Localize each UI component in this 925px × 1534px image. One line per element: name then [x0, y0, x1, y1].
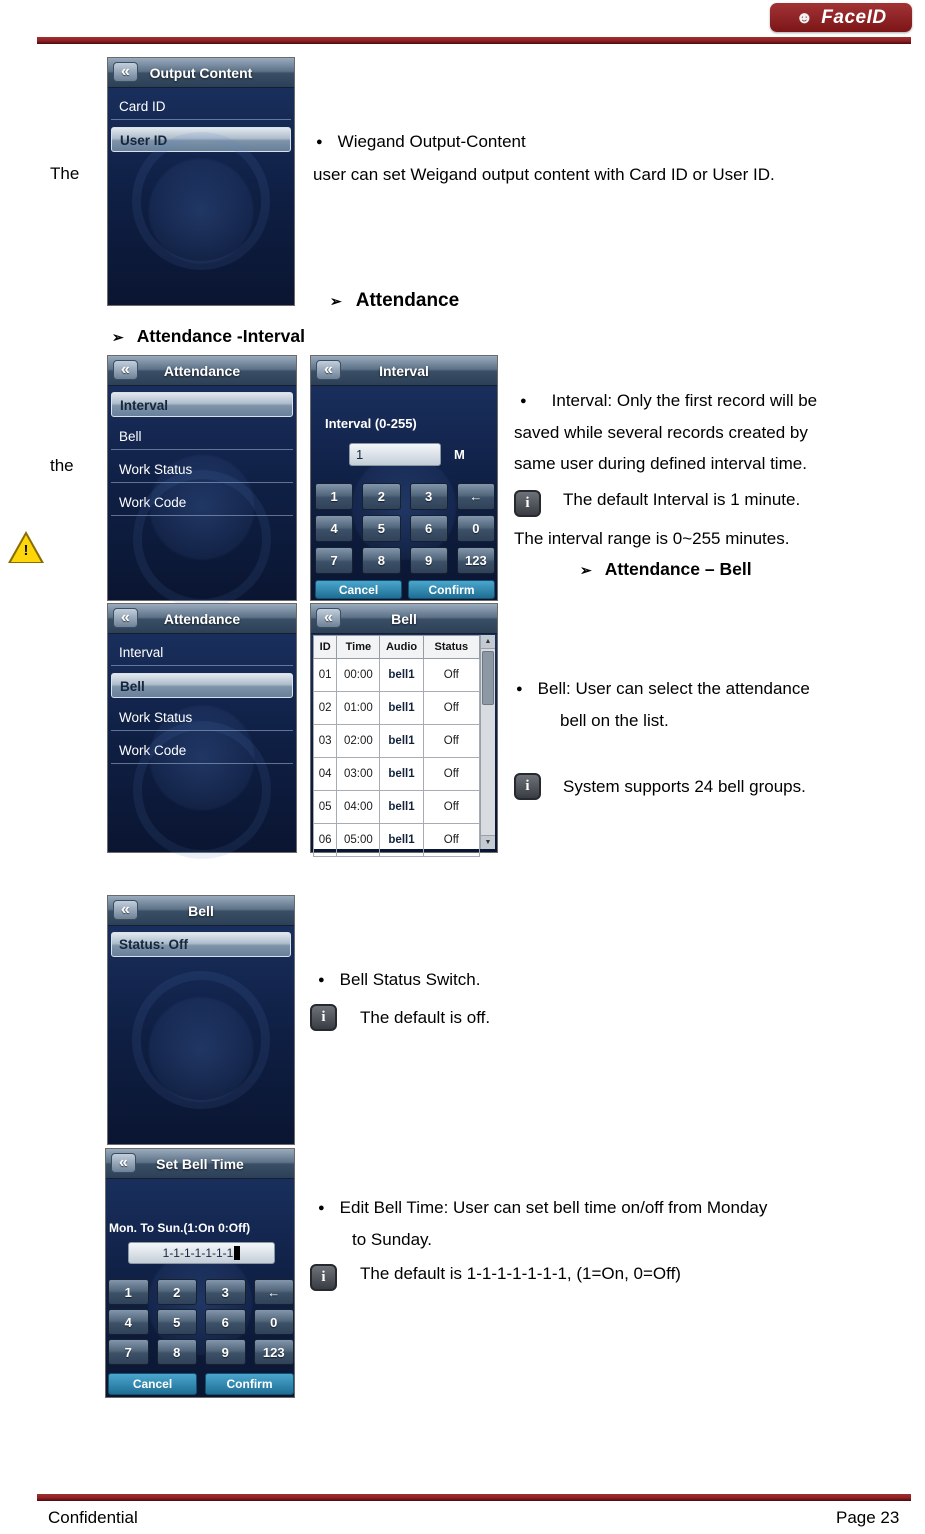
cell-audio: bell1: [380, 725, 423, 758]
bullet-icon: ●: [318, 974, 325, 986]
cell-id: 06: [314, 824, 337, 857]
cell-audio: bell1: [380, 758, 423, 791]
bell-row-6[interactable]: [314, 824, 480, 857]
key-6[interactable]: 6: [205, 1309, 246, 1335]
cell-time: 01:00: [337, 692, 380, 725]
cell-status: Off: [423, 758, 479, 791]
watermark-ring: [132, 132, 270, 270]
scrollbar-thumb[interactable]: [482, 651, 494, 705]
bullet-icon: ●: [318, 1202, 325, 1214]
edit-bell-note: The default is 1-1-1-1-1-1-1, (1=On, 0=Off): [360, 1264, 681, 1283]
back-icon[interactable]: «: [113, 608, 138, 628]
key-7[interactable]: 7: [108, 1339, 149, 1365]
info-glyph: i: [525, 495, 530, 511]
info-icon: [310, 1004, 337, 1031]
titlebar: [106, 1149, 294, 1179]
titlebar: [108, 356, 296, 386]
back-icon[interactable]: «: [111, 1153, 136, 1173]
screen-title: Interval: [379, 362, 429, 379]
wiegand-bullet-line: [316, 131, 526, 153]
scroll-down-icon[interactable]: ▼: [481, 835, 495, 849]
key-7[interactable]: 7: [315, 547, 353, 574]
cell-status: Off: [423, 692, 479, 725]
menu-item-work-code[interactable]: Work Code: [111, 490, 293, 516]
menu-item-interval[interactable]: Interval: [111, 392, 293, 417]
titlebar: [311, 356, 497, 386]
cell-time: 02:00: [337, 725, 380, 758]
warning-exclamation: !: [23, 542, 29, 559]
bell-row-3[interactable]: [314, 725, 480, 758]
bell-bullet-line: [516, 678, 810, 700]
bell-switch-text: Bell Status Switch.: [339, 970, 481, 989]
watermark-ring: [133, 470, 271, 608]
bell-switch-note: The default is off.: [360, 1008, 491, 1027]
bell-row-2[interactable]: [314, 692, 480, 725]
key-1[interactable]: 1: [108, 1279, 149, 1305]
attendance-interval-heading: [112, 326, 305, 347]
bell-desc-line1: Bell: User can select the attendance: [537, 679, 810, 698]
edit-bell-line1: Edit Bell Time: User can set bell time on/off from Monday: [339, 1198, 768, 1217]
key-123[interactable]: 123: [457, 547, 495, 574]
screenshot-interval: [310, 355, 498, 601]
key-123[interactable]: 123: [254, 1339, 295, 1365]
bell-row-5[interactable]: [314, 791, 480, 824]
back-icon[interactable]: «: [113, 900, 138, 920]
cell-id: 04: [314, 758, 337, 791]
faceid-logo: [770, 3, 912, 32]
cell-time: 05:00: [337, 824, 380, 857]
cell-status: Off: [423, 725, 479, 758]
info-icon: [514, 773, 541, 800]
screen-title: Attendance: [163, 610, 241, 627]
titlebar: [108, 604, 296, 634]
key-4[interactable]: 4: [108, 1309, 149, 1335]
cell-audio: bell1: [380, 824, 423, 857]
screenshot-set-bell-time: [105, 1148, 295, 1398]
key-4[interactable]: 4: [315, 515, 353, 542]
cell-time: 03:00: [337, 758, 380, 791]
screenshot-attendance-bell: [107, 603, 297, 853]
info-glyph: i: [321, 1269, 326, 1285]
screenshot-output-content: [107, 57, 295, 306]
menu-item-interval[interactable]: Interval: [111, 640, 293, 666]
wiegand-body: user can set Weigand output content with Card ID or User ID.: [313, 165, 775, 184]
cell-status: Off: [423, 659, 479, 692]
menu-item-bell[interactable]: Bell: [111, 424, 293, 450]
key-3[interactable]: 3: [410, 483, 448, 510]
brand-text: FaceID: [821, 6, 887, 28]
set-bell-time-label: Mon. To Sun.(1:On 0:Off): [109, 1221, 251, 1235]
confirm-button[interactable]: Confirm: [408, 580, 495, 599]
cell-time: 00:00: [337, 659, 380, 692]
cell-status: Off: [423, 824, 479, 857]
arrow-bullet-icon: ➢: [580, 562, 592, 578]
key-9[interactable]: 9: [410, 547, 448, 574]
arrow-bullet-icon: ➢: [330, 293, 342, 309]
cell-time: 04:00: [337, 791, 380, 824]
info-glyph: i: [321, 1009, 326, 1025]
attendance-bell-heading: [580, 559, 752, 580]
attendance-bell-heading-text: Attendance – Bell: [604, 559, 752, 579]
watermark-ring: [133, 721, 271, 859]
bell-row-4[interactable]: [314, 758, 480, 791]
interval-desc-line3: same user during defined interval time.: [514, 454, 807, 473]
key-6[interactable]: 6: [410, 515, 448, 542]
edit-bell-line2: to Sunday.: [352, 1230, 433, 1249]
attendance-heading-text: Attendance: [355, 290, 460, 311]
watermark-ring: [132, 971, 270, 1109]
menu-item-user-id[interactable]: User ID: [111, 127, 291, 152]
screenshot-bell-list: [310, 603, 498, 853]
col-status: Status: [423, 636, 479, 659]
col-id: ID: [314, 636, 337, 659]
text-cursor: [234, 1246, 240, 1260]
cell-id: 02: [314, 692, 337, 725]
bell-desc-line2: bell on the list.: [560, 711, 669, 730]
footer-confidential: Confidential: [48, 1508, 138, 1527]
wrapped-word-the: the: [50, 456, 74, 475]
key-2[interactable]: 2: [157, 1279, 198, 1305]
cell-status: Off: [423, 791, 479, 824]
back-icon[interactable]: «: [113, 62, 138, 82]
wrapped-word-the: The: [50, 164, 80, 183]
cell-audio: bell1: [380, 791, 423, 824]
screenshot-attendance-interval: [107, 355, 297, 601]
menu-item-work-status[interactable]: Work Status: [111, 457, 293, 483]
scrollbar[interactable]: [480, 635, 495, 849]
footer-page-number: Page 23: [836, 1508, 900, 1527]
bell-header-row: [314, 636, 480, 659]
interval-range: The interval range is 0~255 minutes.: [514, 529, 790, 548]
interval-desc-line2: saved while several records created by: [514, 423, 808, 442]
key-8[interactable]: 8: [362, 547, 400, 574]
screen-title: Bell: [188, 902, 214, 919]
cell-id: 01: [314, 659, 337, 692]
cell-id: 03: [314, 725, 337, 758]
footer-rule: [37, 1494, 911, 1501]
cell-audio: bell1: [380, 659, 423, 692]
bell-row-1[interactable]: [314, 659, 480, 692]
interval-input[interactable]: 1: [349, 443, 441, 466]
key-5[interactable]: 5: [157, 1309, 198, 1335]
bullet-icon: ●: [316, 136, 323, 148]
titlebar: [108, 58, 294, 88]
bell-switch-bullet-line: [318, 969, 480, 991]
key-1[interactable]: 1: [315, 483, 353, 510]
attendance-interval-heading-text: Attendance -Interval: [136, 326, 305, 346]
back-icon[interactable]: «: [316, 360, 341, 380]
key-3[interactable]: 3: [205, 1279, 246, 1305]
back-icon[interactable]: «: [316, 608, 341, 628]
bullet-icon: ●: [520, 395, 527, 407]
col-time: Time: [337, 636, 380, 659]
confirm-button[interactable]: Confirm: [205, 1373, 294, 1395]
cell-audio: bell1: [380, 692, 423, 725]
bell-time-input[interactable]: [128, 1242, 275, 1264]
back-icon[interactable]: «: [113, 360, 138, 380]
key-5[interactable]: 5: [362, 515, 400, 542]
screen-title: Attendance: [163, 362, 241, 379]
info-icon: [514, 490, 541, 517]
arrow-bullet-icon: ➢: [112, 329, 124, 345]
menu-item-work-code[interactable]: Work Code: [111, 738, 293, 764]
key-2[interactable]: 2: [362, 483, 400, 510]
bell-table-area: [313, 635, 495, 849]
attendance-heading: [330, 290, 459, 312]
interval-bullet-line: [520, 390, 817, 412]
interval-note: The default Interval is 1 minute.: [563, 490, 801, 509]
info-glyph: i: [525, 778, 530, 794]
bullet-icon: ●: [516, 683, 523, 695]
key-backspace[interactable]: ←: [254, 1279, 295, 1305]
cancel-button[interactable]: Cancel: [108, 1373, 197, 1395]
titlebar: [108, 896, 294, 926]
titlebar: [311, 604, 497, 634]
menu-item-card-id[interactable]: Card ID: [111, 94, 291, 120]
key-0[interactable]: 0: [457, 515, 495, 542]
screen-title: Set Bell Time: [156, 1155, 244, 1172]
bell-status-toggle[interactable]: Status: Off: [111, 932, 291, 957]
interval-field-label: Interval (0-255): [325, 416, 417, 431]
bell-time-value: 1-1-1-1-1-1-1: [162, 1246, 234, 1260]
col-audio: Audio: [380, 636, 423, 659]
screenshot-bell-status: [107, 895, 295, 1145]
info-icon: [310, 1264, 337, 1291]
bell-note: System supports 24 bell groups.: [563, 777, 806, 796]
screen-title: Bell: [391, 610, 417, 627]
header-rule: [37, 37, 911, 44]
key-8[interactable]: 8: [157, 1339, 198, 1365]
wiegand-title: Wiegand Output-Content: [337, 132, 526, 151]
menu-item-bell[interactable]: Bell: [111, 673, 293, 698]
scroll-up-icon[interactable]: ▲: [481, 635, 495, 649]
menu-item-work-status[interactable]: Work Status: [111, 705, 293, 731]
key-0[interactable]: 0: [254, 1309, 295, 1335]
screen-title: Output Content: [149, 64, 253, 81]
interval-unit: M: [454, 447, 465, 462]
interval-desc-line1: Interval: Only the first record will be: [551, 391, 818, 410]
key-9[interactable]: 9: [205, 1339, 246, 1365]
cancel-button[interactable]: Cancel: [315, 580, 402, 599]
bell-table: [313, 635, 480, 857]
warning-icon: [8, 531, 44, 563]
key-backspace[interactable]: ←: [457, 483, 495, 510]
cell-id: 05: [314, 791, 337, 824]
face-icon: ☻: [795, 8, 814, 27]
edit-bell-bullet-line: [318, 1197, 767, 1219]
